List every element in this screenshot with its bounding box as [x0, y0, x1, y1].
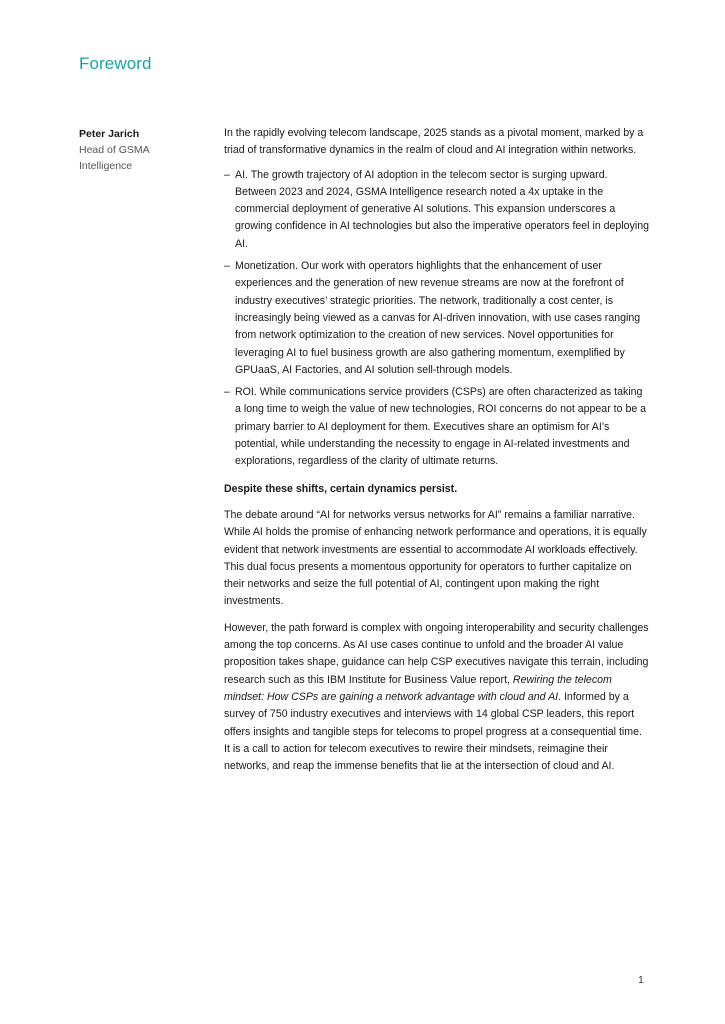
intro-paragraph: In the rapidly evolving telecom landscape, 2025 stands as a pivotal moment, marked by a triad of transformative dynamics in the realm of cloud and AI integration within networks.: [224, 127, 644, 157]
subheading: Despite these shifts, certain dynamics persist.: [224, 482, 458, 495]
report-title: Rewiring the telecom mindset: How CSPs are gaining a network advantage with cloud and AI: [224, 673, 612, 703]
paragraph-2-before: However, the path forward is complex with ongoing interoperability and security challenges among the top concerns. As AI use cases continue to unfold and the broader AI value proposition takes shape, guidance can help CSP executives navigate this terrain, including research such as this IBM Institute for Business Value report,: [224, 621, 649, 686]
page-title: Foreword: [79, 54, 152, 73]
paragraph-2: [224, 620, 649, 776]
bullet-roi: – ROI. While communications service providers (CSPs) are often characterized as taking a long time to weigh the value of new technologies, ROI concerns do not appear to be a primary barrier to AI deployment for them. Executives share an optimism for AI’s potential, while understanding the necessity to engage in AI-related investments and explorations, regardless of the clarity of ultimate returns.: [224, 384, 649, 470]
body-text: [224, 125, 649, 784]
paragraph-1: The debate around “AI for networks versus networks for AI” remains a familiar narrative. While AI holds the promise of enhancing network performance and operations, it is equally evident that network investments are essential to accommodate AI workloads effectively. This dual focus presents a momentous opportunity for operators to further capitalize on their networks and seize the full potential of AI, contingent upon making the right investments.: [224, 508, 647, 608]
author-role-line-2: Intelligence: [79, 160, 133, 172]
paragraph-2-after: . Informed by a survey of 750 industry executives and interviews with 14 global CSP leaders, this report offers insights and tangible steps for telecoms to propel progress at a consequential time. It is a call to action for telecom executives to rewire their mindsets, reimagine their networks, and reap the immense benefits that lie at the intersection of cloud and AI.: [224, 690, 642, 773]
bullet-monetization: – Monetization. Our work with operators highlights that the enhancement of user experiences and the generation of new revenue streams are now at the forefront of industry executives’ strategic priorities. The network, traditionally a cost center, is increasingly being viewed as a canvas for AI-driven innovation, with use cases ranging from network optimization to the creation of new services. Novel opportunities for leveraging AI to fuel business growth are also gathering momentum, exemplified by GPUaaS, AI Factories, and AI solution sell-through models.: [224, 258, 649, 379]
page-number: 1: [638, 974, 644, 986]
author-block: [79, 126, 209, 174]
author-name: Peter Jarich: [79, 128, 140, 140]
author-role-line-1: Head of GSMA: [79, 144, 150, 156]
bullet-list: [224, 167, 649, 471]
bullet-ai: – AI. The growth trajectory of AI adoption in the telecom sector is surging upward. Between 2023 and 2024, GSMA Intelligence research noted a 4x uptake in the commercial deployment of generative AI solutions. This expansion underscores a growing confidence in AI technologies but also the imperative operators feel in deploying AI.: [224, 167, 649, 253]
